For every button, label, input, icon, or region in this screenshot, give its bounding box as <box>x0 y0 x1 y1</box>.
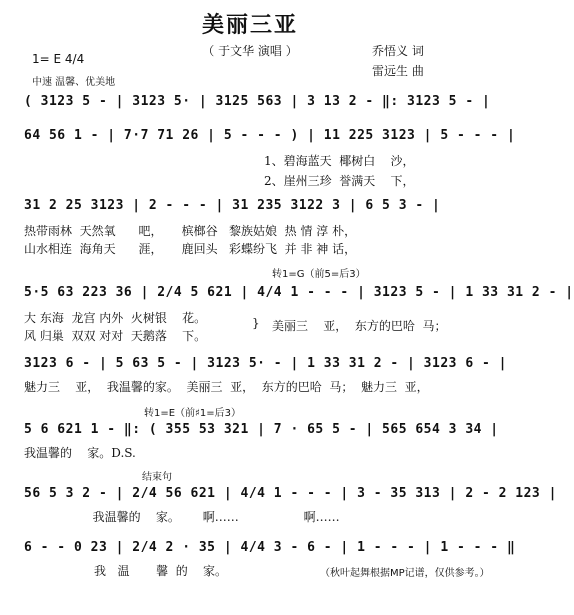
lyric-line-1: 魅力三 亚， 我温馨的家。 美丽三 亚， 东方的巴哈 马； 魅力三 亚， <box>24 380 429 394</box>
notation-line: 5·5 63 223 36 | 2/4 5 621 | 4/4 1 - - - | 3123 5 - | 1 33 31 2 - | <box>24 285 574 300</box>
lyric-line-1: 热带雨林 天然氧 吧， 槟榔谷 黎族姑娘 热 情 淳 朴， <box>24 224 357 238</box>
lyric-line-1: 我温馨的 家。D.S. <box>24 446 136 460</box>
performer-credit: （ 于文华 演唱 ） <box>202 44 298 58</box>
notation-line: 6 - - 0 23 | 2/4 2 · 35 | 4/4 3 - 6 - | 1 - - - | 1 - - - ‖ <box>24 540 516 555</box>
lyric-line-2: 风 归巢 双双 对对 天鹅落 下。 <box>24 329 207 343</box>
lyric-line-1: 我温馨的 家。 啊…… 啊…… <box>24 510 340 524</box>
notation-line: 64 56 1 - | 7·7 71 26 | 5 - - - ) | 11 225 3123 | 5 - - - | <box>24 128 516 143</box>
coda-annotation: 结束句 <box>142 472 172 483</box>
song-title: 美丽三亚 <box>201 12 298 38</box>
key-change-annotation: 转1=E（前♯1=后3） <box>144 408 242 419</box>
footnote: （秋叶起舞根据MP记谱，仅供参考。） <box>320 568 490 579</box>
lyric-line-1: 1、碧海蓝天 椰树白 沙， <box>264 154 415 168</box>
tempo-marking: 中速 温馨、优美地 <box>32 77 116 88</box>
lyricist-credit: 乔悟义 词 <box>372 44 424 58</box>
notation-line: 3123 6 - | 5 63 5 - | 3123 5· - | 1 33 31 2 - | 3123 6 - | <box>24 356 507 371</box>
key-change-annotation: 转1=G（前5=后3） <box>272 269 366 280</box>
lyric-brace: } <box>252 316 260 330</box>
key-signature: 1= E 4/4 <box>32 52 85 66</box>
lyric-line-2: 山水相连 海角天 涯， 鹿回头 彩蝶纷飞 并 非 神 话， <box>24 242 357 256</box>
lyric-line-2: 2、崖州三珍 誉满天 下， <box>264 174 415 188</box>
notation-line: 31 2 25 3123 | 2 - - - | 31 235 3122 3 | 6 5 3 - | <box>24 198 441 213</box>
notation-line: 5 6 621 1 - ‖: ( 355 53 321 | 7 · 65 5 - | 565 654 3 34 | <box>24 422 499 437</box>
lyric-line-1: 我 温 馨 的 家。 <box>94 564 228 578</box>
composer-credit: 雷远生 曲 <box>372 64 424 78</box>
refrain-lyric: 美丽三 亚， 东方的巴哈 马； <box>272 319 447 333</box>
lyric-line-1: 大 东海 龙宫 内外 火树银 花。 <box>24 311 207 325</box>
notation-line: ( 3123 5 - | 3123 5· | 3125 563 | 3 13 2 - ‖: 3123 5 - | <box>24 94 491 109</box>
notation-line: 56 5 3 2 - | 2/4 56 621 | 4/4 1 - - - | 3 - 35 313 | 2 - 2 123 | <box>24 486 557 501</box>
